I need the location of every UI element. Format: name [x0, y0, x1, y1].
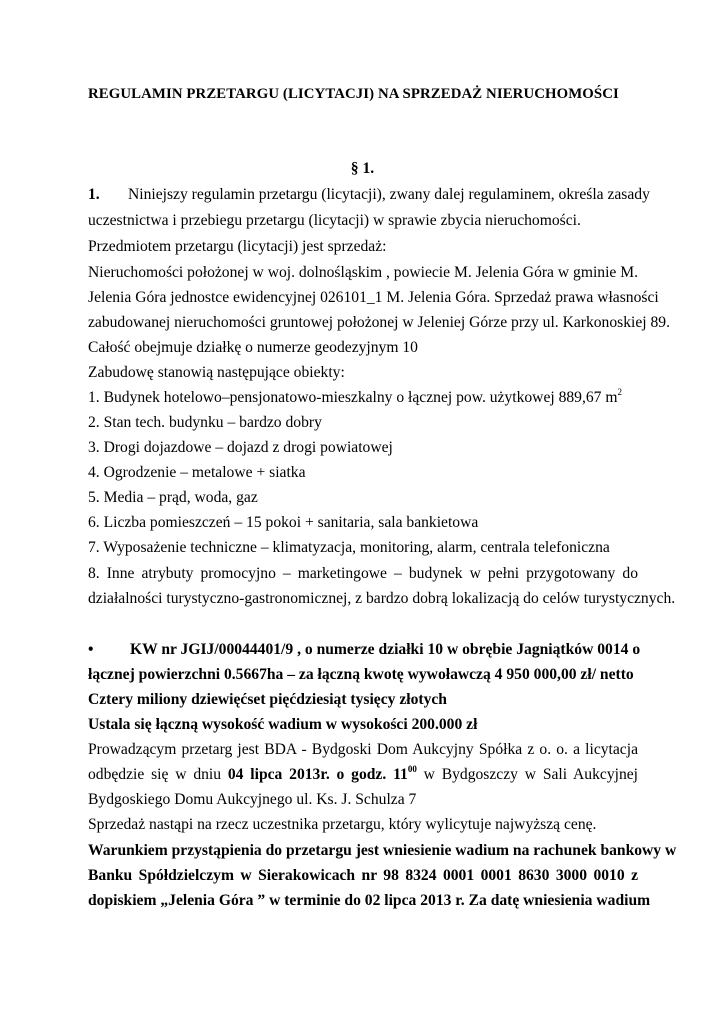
- property-line4: Całość obejmuje działkę o numerze geodezyjnym 10: [88, 339, 418, 356]
- list-item: 7. Wyposażenie techniczne – klimatyzacja, monitoring, alarm, centrala telefoniczna: [88, 539, 610, 556]
- auction-date: 04 lipca 2013r. o godz. $11^{00}$: [227, 764, 417, 783]
- list-item: 4. Ogrodzenie – metalowe + siatka: [88, 464, 306, 481]
- kw-line3: Cztery miliony dziewięćset pięćdziesiąt tysięcy złotych: [88, 691, 447, 708]
- property-line1: Nieruchomości położonej w woj. dolnośląskim , powiecie M. Jelenia Góra w gminie M.: [88, 264, 639, 281]
- organizer-line3: Bydgoskiego Domu Aukcyjnego ul. Ks. J. Schulza 7: [88, 791, 417, 808]
- sale-note: Sprzedaż nastąpi na rzecz uczestnika przetargu, który wylicytuje najwyższą cenę.: [88, 816, 597, 833]
- list-item: 6. Liczba pomieszczeń – 15 pokoi + sanitaria, sala bankietowa: [88, 514, 479, 531]
- para1-number: 1.: [88, 186, 100, 203]
- list-item: 1. Budynek hotelowo–pensjonatowo-mieszkalny o łącznej pow. użytkowej 889,67 $m^2$: [88, 387, 623, 406]
- kw-line4: Ustala się łączną wysokość wadium w wysokości 200.000 zł: [88, 716, 478, 733]
- property-line2: Jelenia Góra jednostce ewidencyjnej 026101_1 M. Jelenia Góra. Sprzedaż prawa własności: [88, 289, 659, 306]
- organizer-line2: odbędzie się w dniu 04 lipca 2013r. o godz. $11^{00}$ w Bydgoszczy w Sali Aukcyjnej: [88, 764, 638, 783]
- kw-line2: łącznej powierzchni 0.5667ha – za łączną kwotę wywoławczą 4 950 000,00 zł/ netto: [88, 666, 634, 683]
- deposit-line3: dopiskiem „Jelenia Góra ” w terminie do 02 lipca 2013 r. Za datę wniesienia wadium: [88, 892, 651, 909]
- deposit-line1: Warunkiem przystąpienia do przetargu jest wniesienie wadium na rachunek bankowy w: [88, 842, 677, 859]
- list-item: 5. Media – prąd, woda, gaz: [88, 489, 258, 506]
- kw-line1: • KW nr JGIJ/00044401/9 , o numerze działki 10 w obrębie Jagniątków 0014 o: [88, 641, 641, 658]
- document-title: REGULAMIN PRZETARGU (LICYTACJI) NA SPRZEDAŻ NIERUCHOMOŚCI: [88, 86, 619, 102]
- bullet-icon: •: [88, 641, 94, 658]
- property-line3: zabudowanej nieruchomości gruntowej położonej w Jeleniej Górze przy ul. Karkonoskiej 89.: [88, 314, 670, 331]
- list-item-continued: działalności turystyczno-gastronomicznej, z bardzo dobrą lokalizacją do celów turystycznych.: [88, 590, 676, 607]
- deposit-line2: Banku Spółdzielczym w Sierakowicach nr 98 8324 0001 0001 8630 3000 0010 z: [88, 867, 638, 884]
- para1-line2: uczestnictwa i przebiegu przetargu (licytacji) w sprawie zbycia nieruchomości.: [88, 212, 581, 229]
- list-item: 3. Drogi dojazdowe – dojazd z drogi powiatowej: [88, 439, 393, 456]
- para1-line1: 1. Niniejszy regulamin przetargu (licytacji), zwany dalej regulaminem, określa zasady: [88, 186, 650, 203]
- subject-intro: Przedmiotem przetargu (licytacji) jest sprzedaż:: [88, 238, 387, 255]
- organizer-line1: Prowadzącym przetarg jest BDA - Bydgoski Dom Aukcyjny Spółka z o. o. a licytacja: [88, 741, 638, 758]
- section-heading: § 1.: [350, 160, 375, 177]
- list-item: 8. Inne atrybuty promocyjno – marketingowe – budynek w pełni przygotowany do: [88, 565, 638, 582]
- list-item: 2. Stan tech. budynku – bardzo dobry: [88, 414, 322, 431]
- buildings-intro: Zabudowę stanowią następujące obiekty:: [88, 364, 345, 381]
